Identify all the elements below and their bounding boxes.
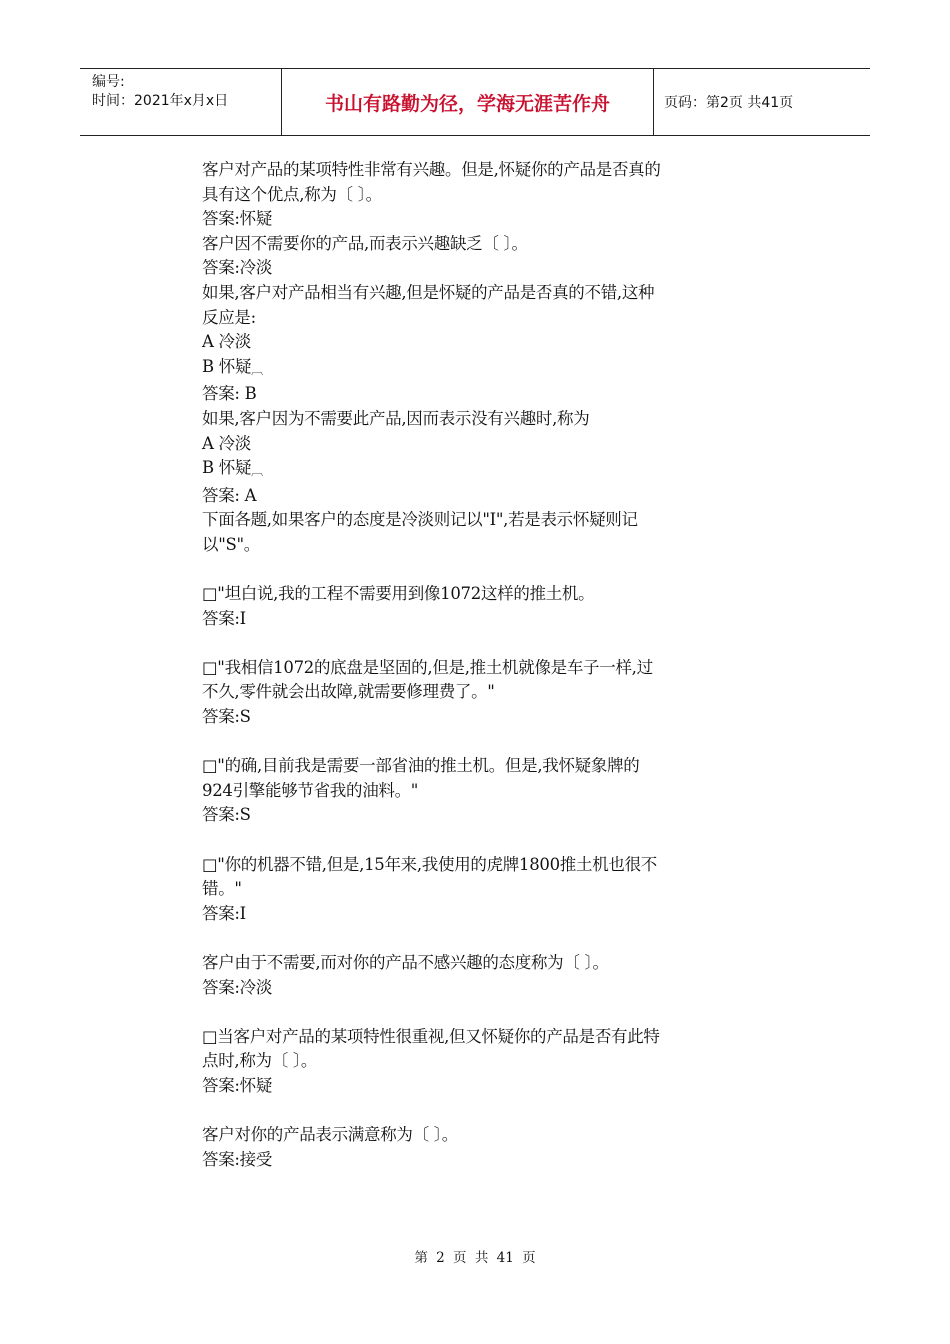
answer-line: 答案:I (202, 903, 246, 923)
option-mark: ︹ (251, 464, 263, 479)
date-text: 时间：2021年x月x日 (92, 93, 229, 109)
text-line: □"我相信1072的底盘是坚固的,但是,推土机就像是车子一样,过 (202, 657, 653, 677)
blank-line (202, 1099, 750, 1124)
option-b-label: B 怀疑 (202, 458, 252, 478)
blank-line (202, 828, 750, 853)
text-line: 错。" (202, 879, 242, 899)
answer-line: 答案:接受 (202, 1149, 273, 1169)
answer-line: 答案:冷淡 (202, 258, 273, 278)
text-line: 客户因不需要你的产品,而表示兴趣缺乏〔 〕。 (202, 233, 528, 253)
option-b (202, 355, 750, 383)
answer-line: 答案: A (202, 485, 257, 505)
text-line: □"的确,目前我是需要一部省油的推土机。但是,我怀疑象牌的 (202, 756, 640, 776)
blank-line (202, 926, 750, 951)
blank-line (202, 1000, 750, 1025)
text-line: 以"S"。 (202, 534, 260, 554)
blank-line (202, 558, 750, 583)
option-mark: ︹ (251, 362, 263, 377)
answer-line: 答案:S (202, 805, 251, 825)
blank-line (202, 631, 750, 656)
page-footer: 第 2 页 共 41 页 (414, 1250, 536, 1266)
option-b-label: B 怀疑 (202, 356, 252, 376)
text-line: 如果,客户对产品相当有兴趣,但是怀疑的产品是否真的不错,这种 (202, 282, 655, 302)
answer-line: 答案:S (202, 707, 251, 727)
answer-line: 答案:I (202, 608, 246, 628)
text-line: 点时,称为〔 〕。 (202, 1051, 318, 1071)
text-line: 不久,零件就会出故障,就需要修理费了。" (202, 682, 495, 702)
page-info: 页码：第2页 共41页 (664, 95, 794, 111)
text-line: 客户由于不需要,而对你的产品不感兴趣的态度称为〔 〕。 (202, 953, 609, 972)
answer-line: 答案:怀疑 (202, 209, 273, 229)
blank-line (202, 730, 750, 755)
option-a: A 冷淡 (202, 332, 251, 352)
page-header (80, 68, 870, 136)
option-b (202, 456, 750, 484)
text-line: 具有这个优点,称为〔 〕。 (202, 184, 382, 204)
text-line: □"你的机器不错,但是,15年来,我使用的虎牌1800推土机也很不 (202, 854, 658, 874)
option-a: A 冷淡 (202, 433, 251, 453)
text-line: □当客户对产品的某项特性很重视,但又怀疑你的产品是否有此特 (202, 1026, 660, 1046)
text-line: 924引擎能够节省我的油料。" (202, 780, 419, 800)
answer-line: 答案:冷淡 (202, 977, 273, 997)
text-line: 客户对你的产品表示满意称为〔 〕。 (202, 1125, 458, 1145)
motto-text: 书山有路勤为径，学海无涯苦作舟 (282, 69, 654, 135)
answer-line: 答案:怀疑 (202, 1075, 273, 1095)
text-line: 下面各题,如果客户的态度是冷淡则记以"I",若是表示怀疑则记 (202, 510, 638, 530)
number-label: 编号: (92, 74, 125, 90)
text-line: 反应是: (202, 307, 256, 327)
text-line: 客户对产品的某项特性非常有兴趣。但是,怀疑你的产品是否真的 (202, 160, 661, 179)
answer-line: 答案: B (202, 384, 257, 404)
text-line: □"坦白说,我的工程不需要用到像1072这样的推土机。 (202, 584, 595, 604)
document-body (202, 158, 750, 1172)
text-line: 如果,客户因为不需要此产品,因而表示没有兴趣时,称为 (202, 408, 590, 428)
header-left-cell (80, 69, 282, 135)
